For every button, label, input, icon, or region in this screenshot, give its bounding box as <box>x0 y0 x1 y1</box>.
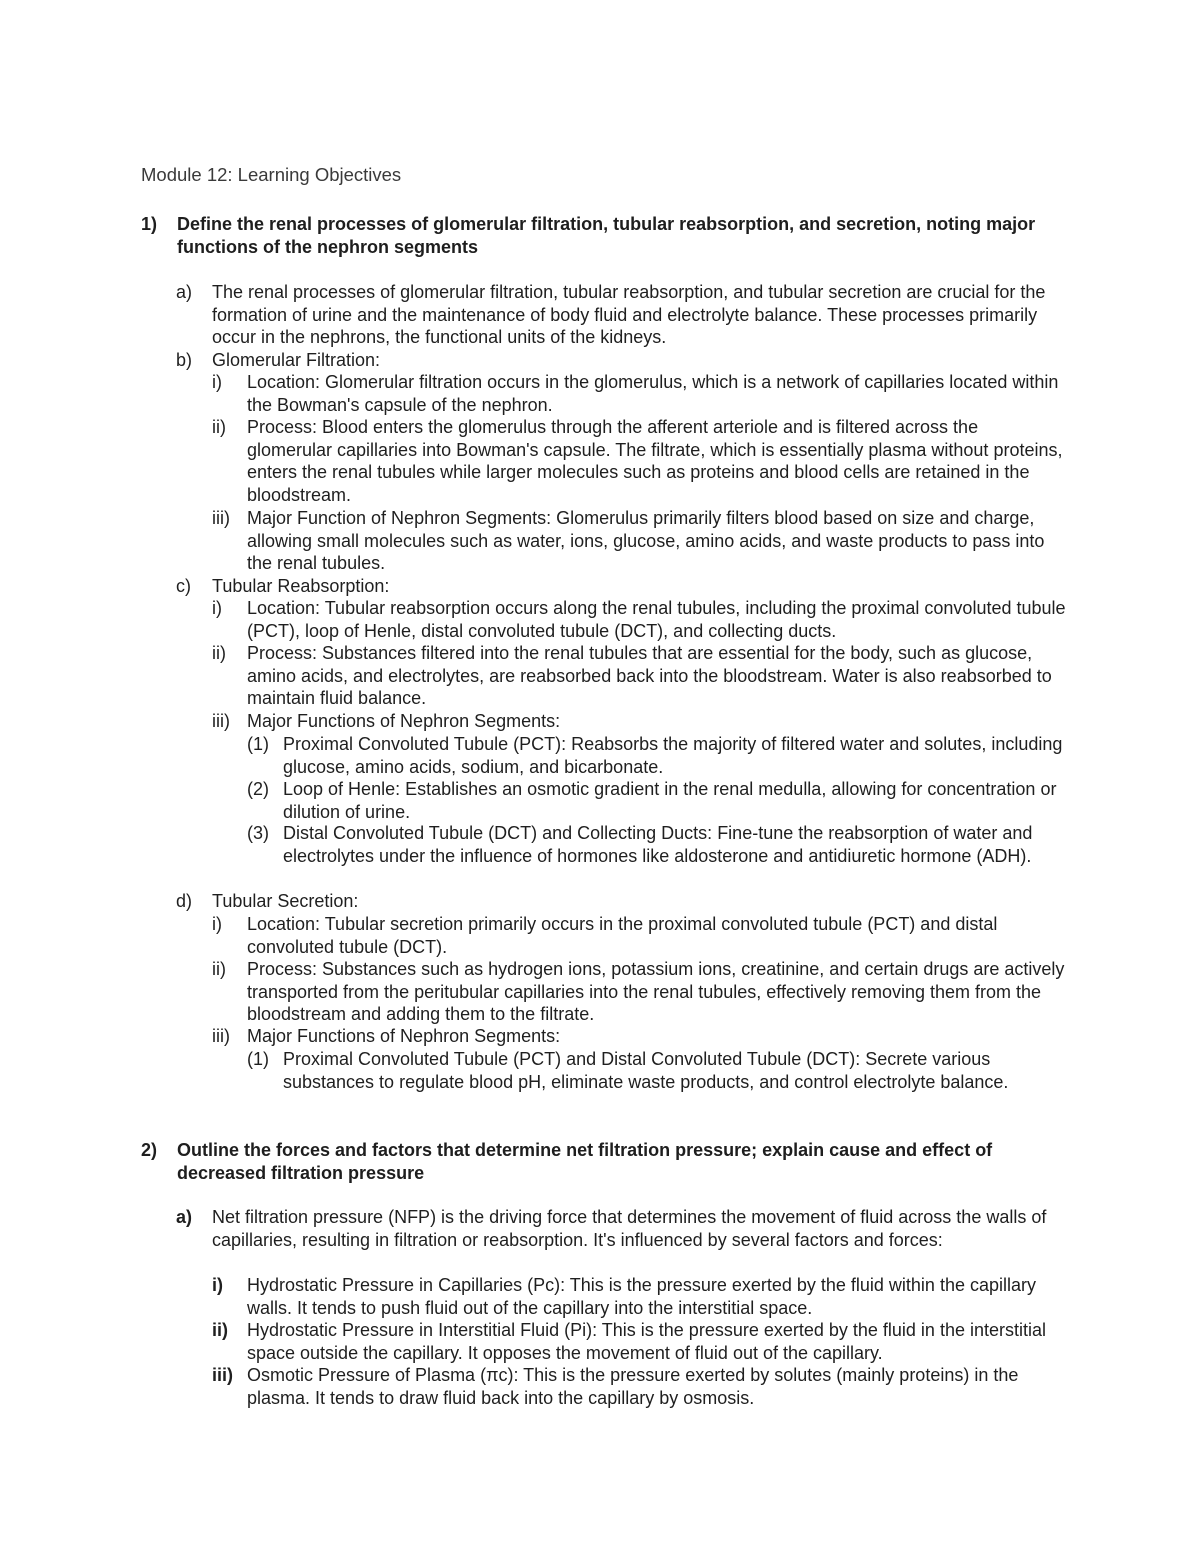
list-text: Tubular Reabsorption: <box>212 576 390 596</box>
list-text: Process: Substances such as hydrogen ions, potassium ions, creatinine, and certain drugs are actively transported from the peritubular capillaries into the renal tubules, effectively removing them from the bloodstream and adding them to the filtrate. <box>247 959 1065 1024</box>
list-text: Tubular Secretion: <box>212 891 359 911</box>
list-text: The renal processes of glomerular filtration, tubular reabsorption, and tubular secretion are crucial for the formation of urine and the maintenance of body fluid and electrolyte balance. These processes primarily occur in the nephrons, the functional units of the kidneys. <box>212 282 1046 347</box>
list-text: Glomerular Filtration: <box>212 350 381 370</box>
question-text: Define the renal processes of glomerular filtration, tubular reabsorption, and secretion, noting major functions of the nephron segments <box>177 214 1036 257</box>
list-text: Location: Tubular reabsorption occurs along the renal tubules, including the proximal convoluted tubule (PCT), loop of Henle, distal convoluted tubule (DCT), and collecting ducts. <box>247 598 1066 641</box>
document-title: Module 12: Learning Objectives <box>141 164 402 185</box>
list-text: Hydrostatic Pressure in Interstitial Fluid (Pi): This is the pressure exerted by the fluid in the interstitial space outside the capillary. It opposes the movement of fluid out of the capillary. <box>247 1320 1046 1363</box>
list-marker: i) <box>212 914 222 934</box>
list-marker: a) <box>176 282 193 302</box>
list-marker: ii) <box>212 1320 228 1340</box>
list-marker: ii) <box>212 417 226 437</box>
list-text: Proximal Convoluted Tubule (PCT): Reabsorbs the majority of filtered water and solutes, including glucose, amino acids, sodium, and bicarbonate. <box>283 734 1063 777</box>
list-text: Major Functions of Nephron Segments: <box>247 1026 561 1046</box>
list-text: Distal Convoluted Tubule (DCT) and Collecting Ducts: Fine-tune the reabsorption of water and electrolytes under the influence of hormones like aldosterone and antidiuretic hormone (ADH). <box>283 823 1033 866</box>
list-marker: i) <box>212 598 222 618</box>
list-marker: iii) <box>212 711 230 731</box>
list-text: Process: Blood enters the glomerulus through the afferent arteriole and is filtered across the glomerular capillaries into Bowman's capsule. The filtrate, which is essentially plasma without proteins, enters the renal tubules while larger molecules such as proteins and blood cells are retained in the bloodstream. <box>247 417 1063 505</box>
list-marker: iii) <box>212 508 230 528</box>
list-marker: b) <box>176 350 193 370</box>
list-marker: i) <box>212 1275 223 1295</box>
list-marker: ii) <box>212 959 226 979</box>
list-text: Location: Glomerular filtration occurs in the glomerulus, which is a network of capillaries located within the Bowman's capsule of the nephron. <box>247 372 1059 415</box>
list-text: Osmotic Pressure of Plasma (πc): This is the pressure exerted by solutes (mainly proteins) in the plasma. It tends to draw fluid back into the capillary by osmosis. <box>247 1365 1019 1408</box>
list-marker: (2) <box>247 779 269 799</box>
list-text: Proximal Convoluted Tubule (PCT) and Distal Convoluted Tubule (DCT): Secrete various substances to regulate blood pH, eliminate waste products, and control electrolyte balance. <box>283 1049 1009 1092</box>
list-text: Major Function of Nephron Segments: Glomerulus primarily filters blood based on size and charge, allowing small molecules such as water, ions, glucose, amino acids, and waste products to pass into the renal tubules. <box>247 508 1045 573</box>
list-text: Location: Tubular secretion primarily occurs in the proximal convoluted tubule (PCT) and distal convoluted tubule (DCT). <box>247 914 998 957</box>
list-marker: i) <box>212 372 222 392</box>
question-text: Outline the forces and factors that determine net filtration pressure; explain cause and effect of decreased filtration pressure <box>177 1140 993 1183</box>
list-text: Net filtration pressure (NFP) is the driving force that determines the movement of fluid across the walls of capillaries, resulting in filtration or reabsorption. It's influenced by several factors and forces: <box>212 1207 1047 1250</box>
list-marker: iii) <box>212 1026 230 1046</box>
list-marker: iii) <box>212 1365 233 1385</box>
list-marker: (1) <box>247 1049 269 1069</box>
list-marker: ii) <box>212 643 226 663</box>
list-marker: a) <box>176 1207 193 1227</box>
list-text: Loop of Henle: Establishes an osmotic gradient in the renal medulla, allowing for concentration or dilution of urine. <box>283 779 1057 822</box>
list-text: Major Functions of Nephron Segments: <box>247 711 561 731</box>
list-marker: d) <box>176 891 193 911</box>
question-number: 2) <box>141 1140 158 1160</box>
list-text: Process: Substances filtered into the renal tubules that are essential for the body, such as glucose, amino acids, and electrolytes, are reabsorbed back into the bloodstream. Water is also reabsorbed to maintain fluid balance. <box>247 643 1052 708</box>
question-number: 1) <box>141 214 158 234</box>
list-text: Hydrostatic Pressure in Capillaries (Pc): This is the pressure exerted by the fluid within the capillary walls. It tends to push fluid out of the capillary into the interstitial space. <box>247 1275 1036 1318</box>
list-marker: (1) <box>247 734 269 754</box>
list-marker: (3) <box>247 823 269 843</box>
list-marker: c) <box>176 576 191 596</box>
